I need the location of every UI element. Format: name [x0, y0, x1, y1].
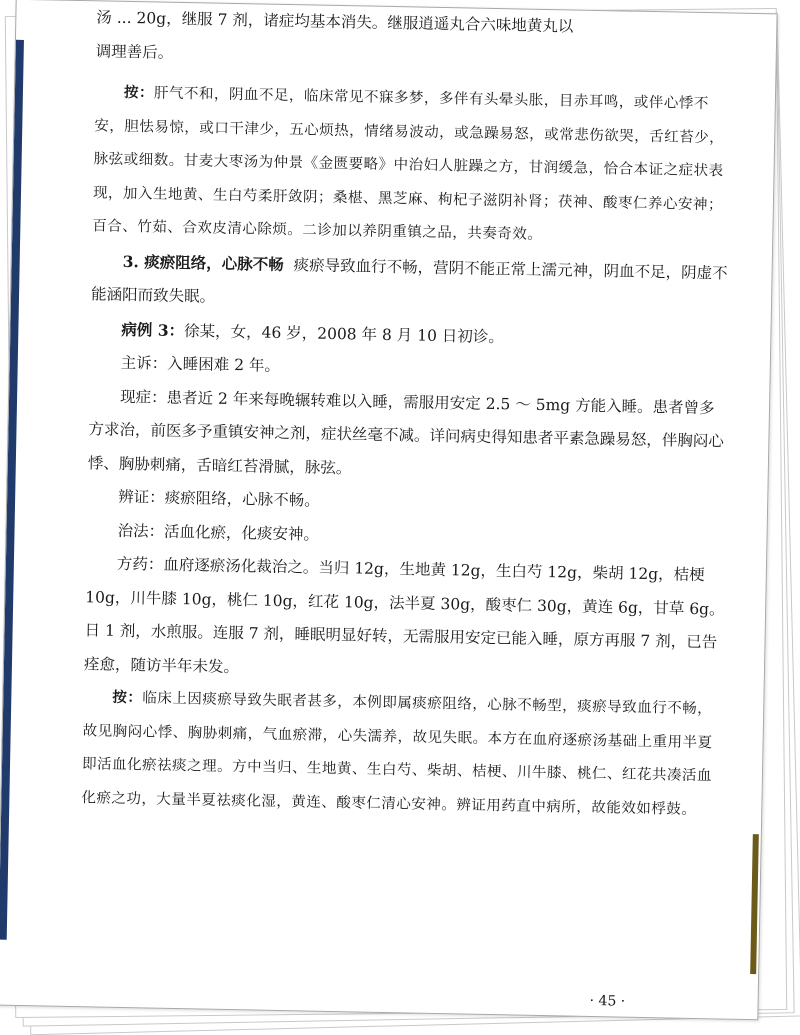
case-label: 病例 3： — [121, 319, 185, 340]
treatment-line: 治法：活血化瘀，化痰安神。 — [117, 521, 320, 544]
book-cover-edge-right — [750, 834, 759, 974]
page-number: · 45 · — [589, 992, 626, 1010]
commentary-text: 肝气不和，阴血不足，临床常见不寐多梦，多伴有头晕头胀，目赤耳鸣，或伴心悸不安，胆怯易惊，或口干津少，五心烦热，情绪易波动，或急躁易怒，或常悲伤欲哭，舌红苔少，脉弦或细数。甘麦大枣汤为仲景《金匮要略》中治妇人脏躁之方，甘润缓急，恰合本证之症状表现，加入生地黄、生白芍柔肝敛阴；桑椹、黑芝麻、枸杞子滋阴补肾；茯神、酸枣仁养心安神；百合、竹茹、合欢皮清心除烦。二诊加以养阴重镇之品，共奏奇效。 — [92, 85, 725, 243]
text-line: 调理善后。 — [95, 41, 174, 62]
symptoms-paragraph: 现症：患者近 2 年来每晚辗转难以入睡，需服用安定 2.5 ～ 5mg 方能入睡。患者曾多方求治，前医多予重镇安神之剂，症状丝毫不减。详问病史得知患者平素急躁易怒，伴胸闷心悸、胸胁刺痛，舌暗红苔滑腻，脉弦。 — [87, 387, 725, 477]
section-text: 痰瘀导致血行不畅，营阴不能正常上濡元神，阴血不足，阴虚不能涵阳而致失眠。 — [90, 255, 728, 306]
page-content — [81, 1, 737, 827]
section-paragraph — [91, 244, 732, 324]
diagnosis-line: 辨证：痰瘀阻络，心脉不畅。 — [118, 487, 320, 510]
prescription-paragraph: 方药：血府逐瘀汤化裁治之。当归 12g，生地黄 12g，生白芍 12g，柴胡 12g，桔梗 10g，川牛膝 10g，桃仁 10g，红花 10g，法半夏 30g，酸枣仁 30g，黄连 6g，甘草 6g。日 1 剂，水煎服。连服 7 剂，睡眠明显好转，无需服用安定已能入睡，原方再服 7 剂，已告痊愈，随访半年未发。 — [83, 554, 725, 676]
commentary-label: 按： — [112, 689, 143, 707]
partial-top-line: 汤 ... 20g，继服 7 剂，诸症均基本消失。继服逍遥丸合六味地黄丸以 — [96, 8, 574, 36]
commentary-label: 按： — [123, 84, 155, 102]
commentary-2 — [81, 681, 723, 827]
chief-complaint: 主诉：入睡困难 2 年。 — [120, 353, 281, 375]
case-text: 徐某，女，46 岁，2008 年 8 月 10 日初诊。 — [183, 321, 505, 346]
book-cover-edge — [0, 40, 24, 940]
section-heading: 3. 痰瘀阻络，心脉不畅 — [122, 251, 284, 274]
commentary-1 — [92, 76, 735, 256]
commentary-text: 临床上因痰瘀导致失眠者甚多，本例即属痰瘀阻络，心脉不畅型，痰瘀导致血行不畅，故见胸闷心悸、胸胁刺痛，气血瘀滞，心失濡养，故见失眠。本方在血府逐瘀汤基础上重用半夏即活血化瘀祛痰之理。方中当归、生地黄、生白芍、柴胡、桔梗、川牛膝、桃仁、红花共凑活血化瘀之功，大量半夏祛痰化湿，黄连、酸枣仁清心安神。辨证用药直中病所，故能效如桴鼓。 — [81, 690, 713, 818]
